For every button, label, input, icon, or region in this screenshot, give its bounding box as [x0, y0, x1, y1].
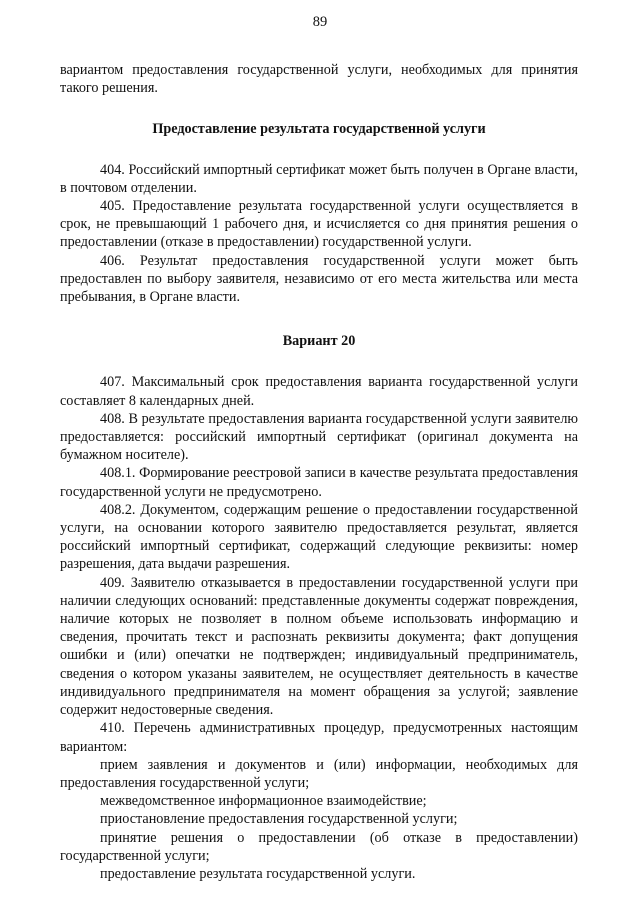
paragraph-404: 404. Российский импортный сертификат может быть получен в Органе власти, в почтовом отделении.	[60, 161, 578, 196]
list-item-procedure: предоставление результата государственной услуги.	[100, 865, 416, 882]
section-heading-variant: Вариант 20	[282, 333, 356, 350]
document-body	[60, 61, 578, 883]
paragraph-406: 406. Результат предоставления государственной услуги может быть предоставлен по выбору заявителя, независимо от его места жительства или места пребывания, в Органе власти.	[60, 252, 578, 306]
paragraph-407: 407. Максимальный срок предоставления варианта государственной услуги составляет 8 календарных дней.	[60, 374, 578, 409]
list-item-procedure: приостановление предоставления государственной услуги;	[100, 811, 458, 828]
paragraph-408-2: 408.2. Документом, содержащим решение о предоставлении государственной услуги, на основании которого заявителю предоставляется результат, является российский импортный сертификат, содержащий следующие реквизиты: номер разрешения, дата выдачи разрешения.	[60, 501, 578, 573]
paragraph-408: 408. В результате предоставления варианта государственной услуги заявителю предоставляется: российский импортный сертификат (оригинал документа на бумажном носителе).	[60, 410, 578, 464]
list-item-procedure: прием заявления и документов и (или) информации, необходимых для предоставления государственной услуги;	[60, 756, 578, 791]
page-number: 89	[312, 14, 328, 30]
paragraph-408-1: 408.1. Формирование реестровой записи в качестве результата предоставления государственной услуги не предусмотрено.	[60, 465, 578, 500]
paragraph-410: 410. Перечень административных процедур, предусмотренных настоящим вариантом:	[60, 720, 578, 755]
paragraph-409: 409. Заявителю отказывается в предоставлении государственной услуги при наличии следующих оснований: представленные документы содержат повреждения, наличие которых не позволяет в полном объеме использовать информацию и сведения, прочитать текст и распознать реквизиты документа; факт допущения ошибки и (или) опечатки не подтвержден; индивидуальный предприниматель, сведения о котором указаны заявителем, не осуществляет деятельность в качестве индивидуального предпринимателя на момент обращения за услугой; заявление содержит недостоверные сведения.	[60, 574, 578, 719]
list-item-procedure: межведомственное информационное взаимодействие;	[100, 793, 427, 810]
list-item-procedure: принятие решения о предоставлении (об отказе в предоставлении) государственной услуги;	[60, 829, 578, 864]
section-heading-result: Предоставление результата государственной услуги	[152, 121, 486, 138]
paragraph-405: 405. Предоставление результата государственной услуги осуществляется в срок, не превышающий 1 рабочего дня, и исчисляется со дня принятия решения о предоставлении (отказе в предоставлении) государственной услуги.	[60, 198, 578, 251]
paragraph-continuation: вариантом предоставления государственной услуги, необходимых для принятия такого решения.	[60, 62, 578, 97]
